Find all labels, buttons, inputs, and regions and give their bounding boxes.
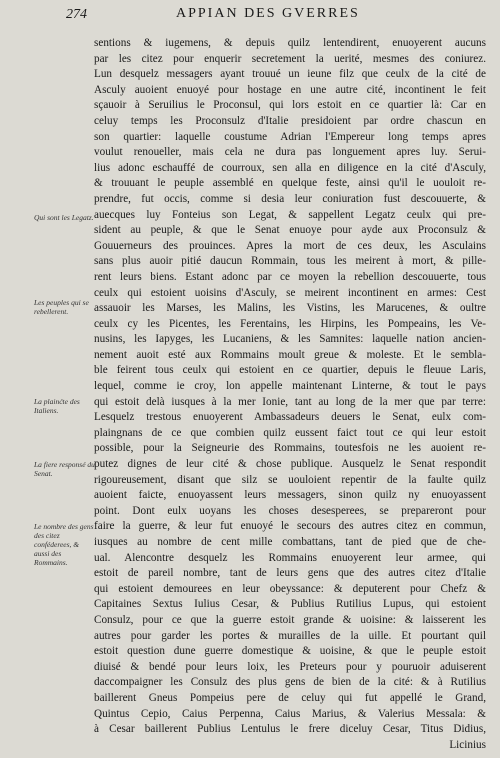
text-line: ceulx qui estoient uoisins d'Asculy, se meirent incontinent en armes: Cest — [94, 286, 486, 299]
text-line: baillerent Gneus Pompeius pere de celuy qui fut appellé le Grand, — [94, 691, 486, 704]
text-line: auoient faicte, enuoyassent leurs messagers, sinon quilz ny enuoyassent — [94, 489, 486, 502]
margin-note: La fiere responsé du Senat. — [34, 460, 95, 478]
text-line: par les citez pour enquerir secretement la uerité, mesmes des coniurez. — [94, 52, 486, 65]
text-line: ceulx cy les Picentes, les Ferentains, les Hirpins, les Pompeains, les Ve- — [94, 317, 486, 330]
text-line: Licinius — [449, 738, 486, 751]
text-line: sident au peuple, & que le Senat enuoye pour ayde aux Proconsulz & — [94, 224, 486, 237]
page-number: 274 — [66, 7, 87, 22]
text-line: nusins, les Iapyges, les Lucaniens, & les Samnites: laquelle nation ancien- — [94, 333, 486, 346]
text-line: celuy temps les Proconsulz d'Italie presidoient par ordre chascun en — [94, 114, 486, 127]
text-line: prendre, fut occis, comme si desia leur coniuration fust descouuerte, & — [94, 192, 486, 205]
text-line: Lesquelz trestous enuoyerent Ambassadeurs deuers le Senat, eulx com- — [94, 411, 486, 424]
text-line: Asculy auoient enuoyé pour hostage en une autre cité, incontinent le feit — [94, 83, 486, 96]
text-line: estoit question dune guerre domestique & uoisine, & que le peuple estoit — [94, 645, 486, 658]
text-line: auecques luy Fonteius son Legat, & sappellent Legatz ceulx qui pre- — [94, 208, 486, 221]
text-line: qui estoient demourees en leur obeyssance: & deputerent pour Chefz & — [94, 582, 486, 595]
margin-note: La plainćte des Italiens. — [34, 397, 80, 415]
margin-note: Les peuples qui se rebellerent. — [34, 298, 89, 316]
body-text — [94, 36, 486, 753]
text-line: rent leurs biens. Estant adonc par ce moyen la rebellion descouuerte, tous — [94, 270, 486, 283]
text-line: rigoureusement, disant que silz se uouloient repentir de la faulte quilz — [94, 473, 486, 486]
text-line: possible, pour la Seigneurie des Rommains, toutesfois ne les auoient re- — [94, 442, 486, 455]
text-line: lius adonc eschauffé de courroux, sen alla en diligence en la cité d'Asculy, — [94, 161, 486, 174]
running-title: APPIAN DES GVERRES — [176, 6, 360, 21]
text-line: à Cesar baillerent Publius Lentulus le frere diceluy Cesar, Titus Didius, — [94, 723, 486, 736]
text-line: & trouuant le peuple assemblé en quelque feste, ainsi qu'il le uouloit re- — [94, 177, 486, 190]
margin-note: Le nombre des gens des citez conféderees, & aussi des Rommains. — [34, 522, 94, 567]
text-line: faire la guerre, & leur fut enuoyé le secours des autres citez en commun, — [94, 520, 486, 533]
text-line: putez dignes de leur cité & chose publique. Ausquelz le Senat respondit — [94, 458, 486, 471]
text-line: Lun desquelz messagers ayant trouué un ieune filz que ceulx de la cité de — [94, 68, 486, 81]
text-line: diuisé & bendé pour leurs loix, les Preteurs pour y pouruoir aduiserent — [94, 660, 486, 673]
text-line: son quartier: laquelle coustume Adrian l'Empereur long temps apres — [94, 130, 486, 143]
text-line: sçauoir à Seruilius le Proconsul, qui lors estoit en ce quartier là: Car en — [94, 99, 486, 112]
text-line: estoit de pareil nombre, tant de leurs gens que des autres citez d'Italie — [94, 567, 486, 580]
page-header — [24, 6, 490, 26]
text-line: iusques au nombre de cent mille combattans, tant de pied que de che- — [94, 536, 486, 548]
margin-notes — [0, 0, 95, 758]
text-line: Quintus Cepio, Caius Perpenna, Caius Marius, & Valerius Messala: & — [94, 707, 486, 720]
text-line: daccompaigner les Consulz des plus gens de bien de la cité: & à Rutilius — [94, 676, 486, 689]
text-line: voulut renoueller, mais cela ne dura pas longuement apres luy. Serui- — [94, 146, 486, 159]
text-line: Consulz, pour ce que la guerre estoit grande & uoisine: & laisserent les — [94, 613, 486, 626]
text-line: lequel, comme ie croy, lon appelle maintenant Linterne, & tout le pays — [94, 380, 486, 393]
text-line: plaingnans de ce que combien quilz eussent faict tout ce qui leur estoit — [94, 426, 486, 439]
text-line: autres pour garder les portes & murailles de la uille. Et pourtant quil — [94, 629, 486, 642]
text-line: point. Dont eulx uoyans les choses desesperees, se prepareront pour — [94, 504, 486, 517]
text-line: qui estoit delà iusques à la mer Ionie, tant au long de la mer que par terre: — [94, 395, 486, 408]
text-line: assauoir les Marses, les Malins, les Vistins, les Marucenes, & oultre — [94, 302, 486, 315]
text-line: sans plus auoir pitié daucun Rommain, tous les meirent à mort, & pille- — [94, 255, 486, 268]
text-line: sentions & iugemens, & depuis quilz lentendirent, enuoyerent aucuns — [94, 37, 486, 49]
text-line: ual. Alencontre desquelz les Rommains enuoyerent leur armee, qui — [94, 551, 486, 564]
text-line: Capitaines Sextus Iulius Cesar, & Publius Rutilius Lupus, qui estoient — [94, 598, 486, 611]
text-line: ble feirent tous ceulx qui estoient en ce quartier, depuis le fleuue Laris, — [94, 364, 486, 377]
text-line: Gouuerneurs des prouinces. Apres la mort de ces deux, les Asculains — [94, 239, 486, 252]
text-line: nement auoit esté aux Rommains moult greue & moleste. Et le sembla- — [94, 348, 486, 361]
margin-note: Qui sont les Legatz. — [34, 213, 94, 222]
